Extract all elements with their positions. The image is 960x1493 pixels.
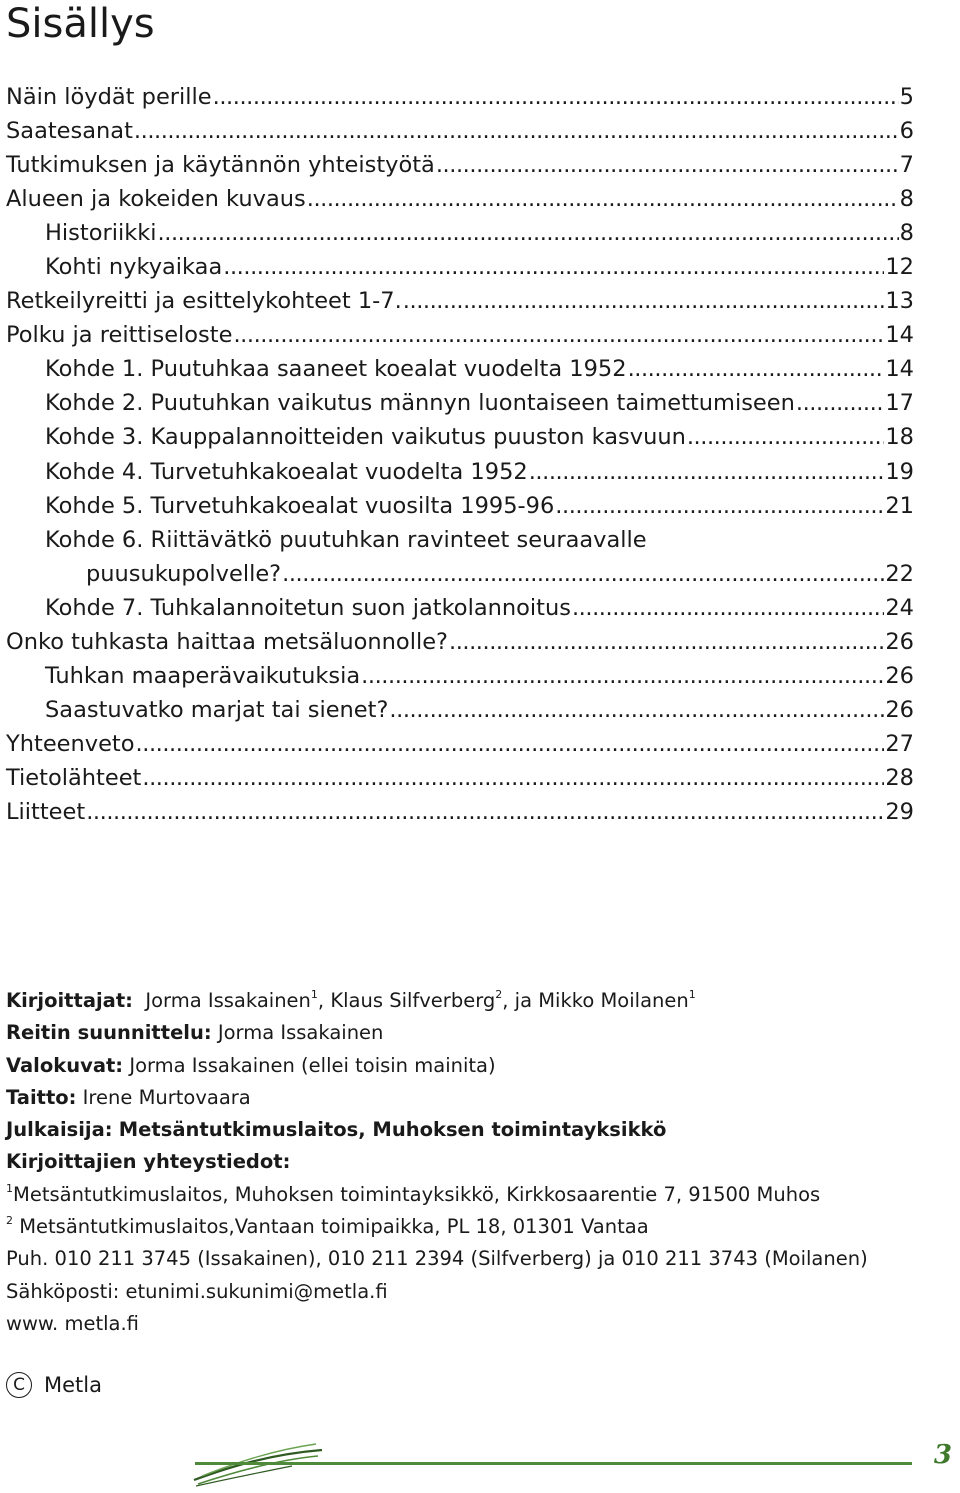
toc-leader-dots [628,352,885,386]
photos-value: Jorma Issakainen (ellei toisin mainita) [129,1053,496,1077]
toc-entry [6,591,914,625]
author-1: Jorma Issakainen [145,989,311,1012]
toc-entry-page: 27 [885,730,914,757]
toc-entry-page: 26 [885,628,914,655]
toc-leader-dots [282,557,884,591]
toc-entry-label: Kohde 1. Puutuhkaa saaneet koealat vuodelta 1952 [45,356,627,383]
toc-leader-dots [389,693,884,727]
address-2-sup: 2 [6,1214,13,1228]
copyright-icon: C [6,1372,32,1398]
toc-leader-dots [136,727,885,761]
toc-leader-dots [796,386,884,420]
toc-entry [6,625,914,659]
toc-leader-dots [555,489,884,523]
toc-entry-page: 5 [899,84,914,110]
address-2: Metsäntutkimuslaitos,Vantaan toimipaikka, PL 18, 01301 Vantaa [19,1215,649,1239]
toc-leader-dots [142,761,884,795]
copyright-text: Metla [44,1373,102,1397]
layout-value: Irene Murtovaara [82,1085,251,1109]
toc-leader-dots [403,284,885,318]
contacts-label: Kirjoittajien yhteystiedot: [6,1150,291,1174]
toc-entry [6,489,914,523]
toc-leader-dots [86,795,884,829]
author-2: , Klaus Silfverberg [317,989,496,1012]
toc-leader-dots [449,625,884,659]
credits-email: Sähköposti: etunimi.sukunimi@metla.fi [6,1279,388,1303]
toc-leader-dots [213,80,899,114]
toc-entry-page: 24 [885,594,914,621]
credits-authors [6,985,946,1017]
toc-entry-label: Retkeilyreitti ja esittelykohteet 1-7. [6,288,402,315]
author-3: , ja Mikko Moilanen [502,989,689,1012]
toc-entry [6,795,914,829]
toc-leader-dots [158,216,899,250]
toc-leader-dots [233,318,884,352]
toc-entry-page: 17 [885,390,914,417]
toc-entry [6,80,914,114]
route-value: Jorma Issakainen [217,1021,384,1045]
toc-leader-dots [361,659,884,693]
copyright [6,1372,102,1398]
toc-entry-label: Kohde 3. Kauppalannoitteiden vaikutus puuston kasvuun [45,424,686,451]
toc-entry [6,352,914,386]
credits-web: www. metla.fi [6,1311,139,1335]
toc-entry-label: Kohde 5. Turvetuhkakoealat vuosilta 1995-96 [45,492,555,519]
credits-layout [6,1082,946,1114]
toc-leader-dots [307,182,899,216]
toc-entry-label: Onko tuhkasta haittaa metsäluonnolle? [6,628,448,655]
toc-entry [6,114,914,148]
toc-entry-label: Tuhkan maaperävaikutuksia [45,662,361,689]
toc-entry [6,523,914,557]
toc-entry-page: 12 [885,254,914,281]
footer-rule [195,1462,912,1465]
toc-entry-label: Kohde 2. Puutuhkan vaikutus männyn luontaiseen taimettumiseen [45,390,795,417]
table-of-contents [6,80,914,829]
toc-entry-label: Näin löydät perille [6,84,212,110]
toc-entry-label: Liitteet [6,798,86,825]
toc-entry-label: Saatesanat [6,118,133,145]
toc-entry [6,557,914,591]
toc-entry-label: puusukupolvelle? [86,560,282,587]
author-2-sup: 2 [495,988,503,1001]
toc-entry [6,761,914,795]
toc-leader-dots [572,591,884,625]
credits-publisher [6,1114,946,1146]
route-label: Reitin suunnittelu: [6,1021,212,1045]
address-1-sup: 1 [6,1181,13,1195]
credits-route [6,1017,946,1049]
toc-entry-page: 8 [899,186,914,213]
toc-entry [6,727,914,761]
toc-entry-label: Kohti nykyaikaa [45,254,223,281]
author-1-sup: 1 [310,988,318,1001]
toc-entry-label: Historiikki [45,220,157,247]
toc-entry-label: Kohde 6. Riittävätkö puutuhkan ravinteet seuraavalle [45,526,647,553]
toc-entry-page: 22 [885,560,914,587]
toc-entry-label: Alueen ja kokeiden kuvaus [6,186,306,213]
toc-entry [6,250,914,284]
toc-entry [6,693,914,727]
publisher-label: Julkaisija: [6,1118,113,1142]
page-title: Sisällys [6,1,155,47]
toc-leader-dots [436,148,899,182]
toc-entry-page: 13 [885,288,914,315]
toc-entry-page: 14 [885,322,914,349]
toc-entry [6,455,914,489]
toc-entry-label: Tietolähteet [6,764,142,791]
layout-label: Taitto: [6,1085,77,1109]
credits-photos [6,1050,946,1082]
authors-label: Kirjoittajat: [6,989,133,1012]
credits-phone: Puh. 010 211 3745 (Issakainen), 010 211 2394 (Silfverberg) ja 010 211 3743 (Moilanen) [6,1247,868,1271]
toc-entry-page: 29 [885,798,914,825]
toc-entry-label: Saastuvatko marjat tai sienet? [45,696,389,723]
toc-entry [6,386,914,420]
toc-entry-label: Yhteenveto [6,730,135,757]
toc-entry [6,148,914,182]
toc-entry-page: 21 [885,492,914,519]
toc-entry [6,216,914,250]
toc-leader-dots [687,420,885,454]
credits-address-1 [6,1179,946,1211]
toc-leader-dots [134,114,899,148]
author-3-sup: 1 [688,988,696,1001]
toc-entry-page: 6 [899,118,914,145]
photos-label: Valokuvat: [6,1053,124,1077]
toc-entry-page: 7 [899,152,914,179]
toc-entry-label: Kohde 7. Tuhkalannoitetun suon jatkolannoitus [45,594,571,621]
toc-entry-page: 28 [885,764,914,791]
toc-entry [6,659,914,693]
toc-entry-label: Kohde 4. Turvetuhkakoealat vuodelta 1952 [45,458,528,485]
credits-contacts [6,1146,946,1178]
toc-entry-page: 8 [899,220,914,247]
page-number: 3 [933,1440,952,1470]
toc-entry [6,284,914,318]
address-1: Metsäntutkimuslaitos, Muhoksen toimintayksikkö, Kirkkosaarentie 7, 91500 Muhos [13,1182,821,1206]
credits-address-2 [6,1211,946,1243]
toc-entry-label: Tutkimuksen ja käytännön yhteistyötä [6,152,435,179]
toc-entry [6,182,914,216]
toc-entry-page: 14 [885,356,914,383]
toc-entry-page: 26 [885,696,914,723]
toc-entry-page: 18 [885,424,914,451]
toc-entry-label: Polku ja reittiseloste [6,322,233,349]
toc-entry [6,318,914,352]
toc-entry-page: 19 [885,458,914,485]
toc-entry [6,420,914,454]
credits-block [6,985,946,1340]
toc-leader-dots [529,455,885,489]
toc-leader-dots [223,250,884,284]
publisher-value: Metsäntutkimuslaitos, Muhoksen toimintayksikkö [118,1118,667,1142]
toc-entry-page: 26 [885,662,914,689]
